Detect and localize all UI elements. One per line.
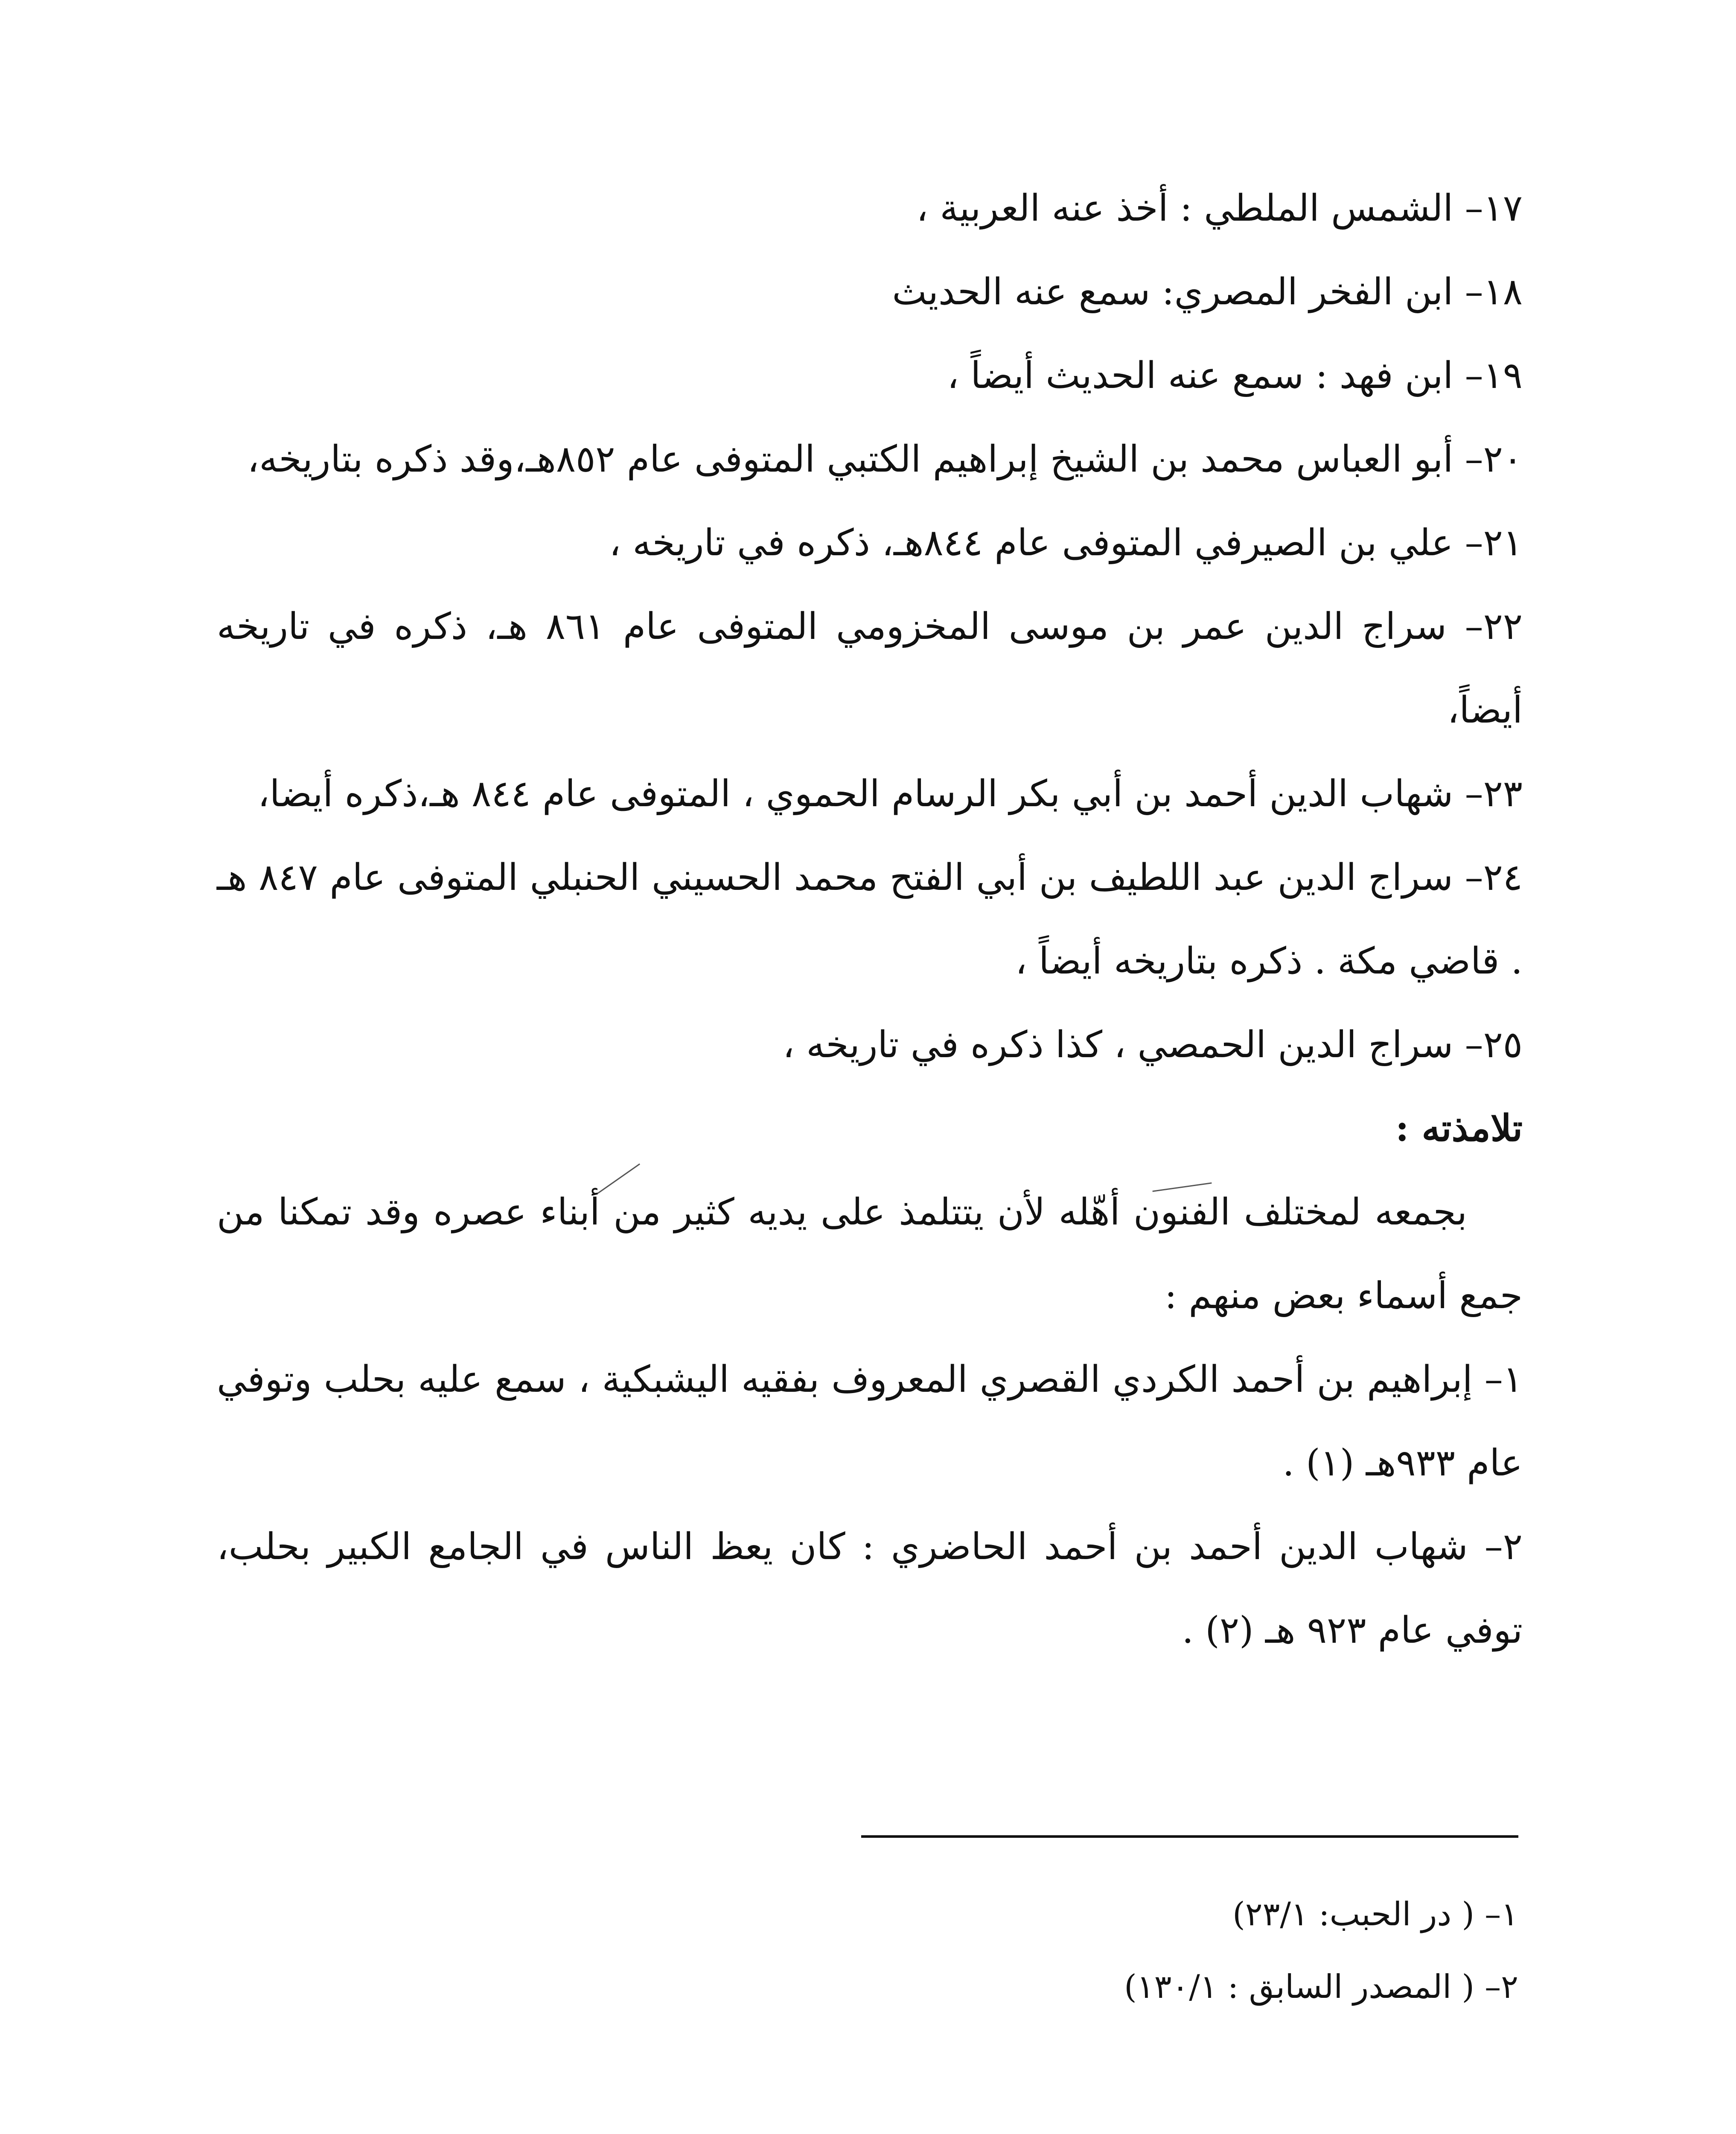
footnotes [708, 1878, 1518, 2023]
list-item: ١٧– الشمس الملطي : أخذ عنه العربية ، [916, 187, 1523, 230]
list-item: ٢٣– شهاب الدين أحمد بن أبي بكر الرسام الحموي ، المتوفى عام ٨٤٤ هـ،ذكره أيضا، [258, 773, 1523, 815]
list-item: ٢١– علي بن الصيرفي المتوفى عام ٨٤٤هـ، ذكره في تاريخه ، [609, 522, 1523, 564]
footnote: ٢– ( المصدر السابق : ١٣٠/١) [1124, 1968, 1518, 2006]
student-item: ١– إبراهيم بن أحمد الكردي القصري المعروف بفقيه اليشبكية ، سمع عليه بحلب وتوفي عام ٩٣٣هـ (١) . [217, 1358, 1523, 1484]
footnote-separator [861, 1835, 1518, 1838]
main-text [217, 166, 1523, 1672]
list-item: ٢٢– سراج الدين عمر بن موسى المخزومي المتوفى عام ٨٦١ هـ، ذكره في تاريخه أيضاً، [217, 605, 1523, 732]
list-item: ٢٥– سراج الدين الحمصي ، كذا ذكره في تاريخه ، [783, 1023, 1523, 1066]
footnote: ١– ( در الحبب: ٢٣/١) [1232, 1895, 1518, 1933]
student-item: ٢– شهاب الدين أحمد بن أحمد الحاضري : كان يعظ الناس في الجامع الكبير بحلب، توفي عام ٩٢٣ هـ (٢) . [217, 1525, 1523, 1652]
list-item: ٢٠– أبو العباس محمد بن الشيخ إبراهيم الكتبي المتوفى عام ٨٥٢هـ،وقد ذكره بتاريخه، [247, 438, 1523, 481]
section-heading: تلامذته : [1395, 1107, 1523, 1150]
list-item: ٢٤– سراج الدين عبد اللطيف بن أبي الفتح محمد الحسيني الحنبلي المتوفى عام ٨٤٧ هـ . قاضي مكة . ذكره بتاريخه أيضاً ، [217, 856, 1523, 982]
section-intro: بجمعه لمختلف الفنون أهّله لأن يتتلمذ على يديه كثير من أبناء عصره وقد تمكنا من جمع أسماء بعض منهم : [217, 1191, 1523, 1317]
list-item: ١٨– ابن الفخر المصري: سمع عنه الحديث [892, 271, 1523, 313]
list-item: ١٩– ابن فهد : سمع عنه الحديث أيضاً ، [947, 354, 1523, 397]
